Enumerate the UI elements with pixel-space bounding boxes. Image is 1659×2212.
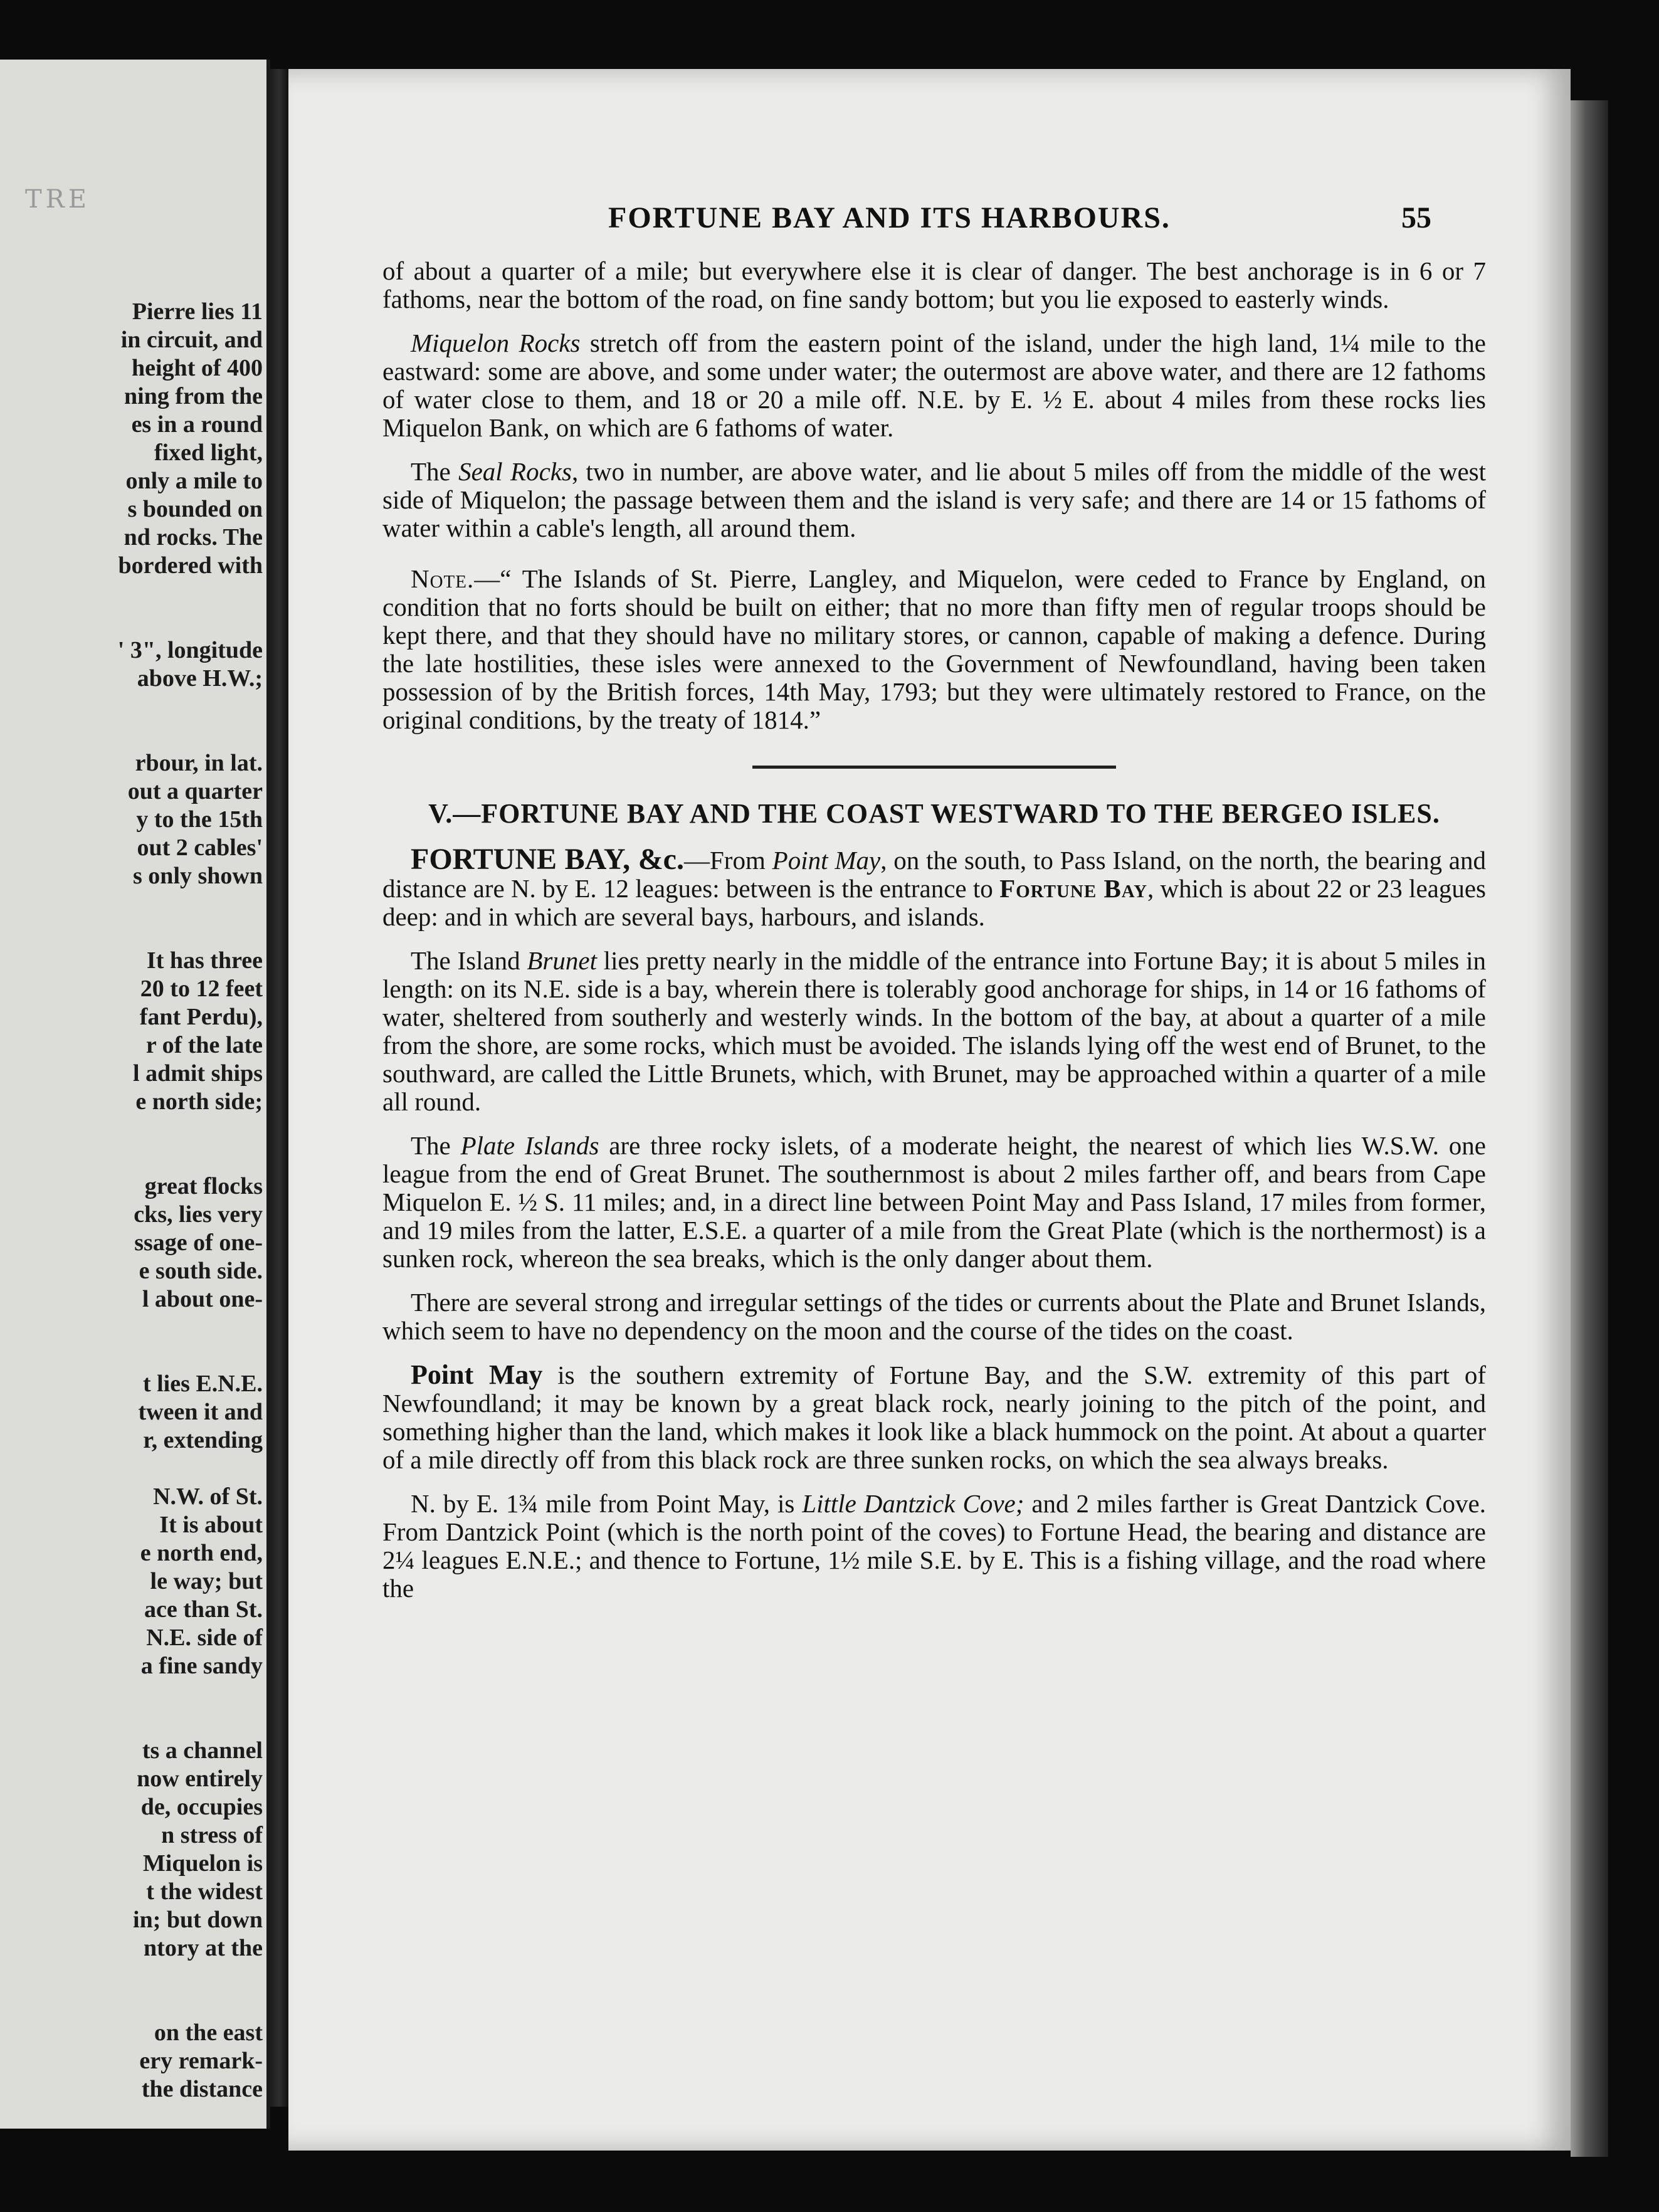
left-page-line: nd rocks. The [124, 524, 263, 550]
left-page-line [118, 580, 263, 608]
paragraph-text: is the southern extremity of Fortune Bay, and the S.W. extremity of this part of Newfoundland; it may be known by a great black rock, nearly joining to the pitch of the point, and something higher than the land, which makes it look like a black hummock on the point. At about a quarter of a mile directly off from this black rock are three sunken rocks, on which the sea always breaks. [382, 1361, 1486, 1474]
left-page-line: e north end, [140, 1540, 263, 1566]
left-page-line: l about one- [142, 1286, 263, 1312]
left-page-line: ts a channel [142, 1737, 263, 1764]
paragraph-text: , two in number, are above water, and lie about 5 miles off from the middle of the west side of Miquelon; the passage between them and the island is very safe; and there are 14 or 15 fathoms of water within a cable's length, all around them. [382, 457, 1487, 542]
left-page-line [118, 890, 263, 919]
left-page-line [118, 1962, 263, 1991]
paragraph-plate-islands [382, 1132, 1486, 1273]
point-may-heading: Point May [411, 1359, 543, 1390]
left-page-line: now entirely [137, 1766, 263, 1792]
paragraph-text: The [411, 457, 459, 486]
left-page-line: above H.W.; [137, 665, 263, 692]
paragraph-text: , which is about 22 or 23 leagues deep: and in which are several bays, harbours, and islands. [382, 874, 1486, 931]
left-page-line: Miquelon is [142, 1850, 263, 1877]
left-page-line [118, 1144, 263, 1172]
page-edge-shadow [1571, 100, 1608, 2157]
left-page-line: ntory at the [144, 1935, 263, 1961]
left-page-line: s only shown [133, 863, 263, 889]
left-page-line: tween it and [138, 1399, 263, 1425]
left-page-line: out a quarter [127, 778, 263, 804]
left-page-line: t the widest [146, 1878, 263, 1905]
paragraph-text: lies pretty nearly in the middle of the entrance into Fortune Bay; it is about 5 miles in length: on its N.E. side is a bay, wherein there is tolerably good anchorage for ships, in 14 or 16 fathoms of water, sheltered from southerly and westerly winds. In the bottom of the bay, at about a quarter of a mile from the shore, are some rocks, which must be avoided. The islands lying off the west end of Brunet, to the southward, are called the Little Brunets, which, with Brunet, may be approached within a quarter of a mile all round. [382, 946, 1486, 1116]
left-page-line: cks, lies very [134, 1201, 263, 1228]
place-seal-rocks: Seal Rocks [458, 457, 572, 486]
left-page-line: height of 400 [132, 355, 263, 381]
left-page-line: fant Perdu), [139, 1004, 263, 1030]
paragraph-text: —From [683, 846, 772, 875]
paragraph-seal-rocks [382, 458, 1486, 542]
paragraph-text: and 2 miles farther is Great Dantzick Cove. From Dantzick Point (which is the north point of the coves) to Fortune Head, the bearing and distance are 2¼ leagues E.N.E.; and thence to Fortune, 1½ mile S.E. by E. This is a fishing village, and the road where the [382, 1489, 1486, 1603]
left-page-line: in circuit, and [120, 327, 263, 353]
left-page-line [118, 1709, 263, 1737]
paragraph-tides: There are several strong and irregular settings of the tides or currents about the Plate and Brunet Islands, which seem to have no dependency on the moon and the course of the tides on the coast. [382, 1288, 1486, 1345]
paragraph-continued: of about a quarter of a mile; but everywhere else it is clear of danger. The best anchorage is in 6 or 7 fathoms, near the bottom of the road, on fine sandy bottom; but you lie exposed to easterly winds. [382, 256, 1486, 313]
place-fortune-bay: Fortune Bay [999, 874, 1148, 903]
left-page-line [118, 721, 263, 749]
place-plate-islands: Plate Islands [460, 1131, 599, 1160]
left-page-line [118, 693, 263, 721]
paragraph-miquelon-rocks [382, 329, 1486, 442]
left-page-line: out 2 cables' [137, 835, 263, 861]
left-page-line: It is about [159, 1512, 263, 1538]
left-page-line: n stress of [161, 1822, 263, 1848]
left-page-line [118, 1116, 263, 1144]
left-page-text [118, 298, 263, 2104]
paragraph-text: , on the south, to Pass Island, on the north, the bearing and distance are N. by E. 12 leagues: between is the entrance to [382, 846, 1486, 903]
left-page-line: s bounded on [127, 496, 263, 522]
left-page-line: e north side; [135, 1088, 263, 1115]
left-page-line: N.W. of St. [153, 1483, 263, 1510]
left-page-line: fixed light, [154, 440, 263, 466]
paragraph-brunet [382, 947, 1486, 1116]
left-page-line: the distance [141, 2076, 263, 2102]
left-page-line [118, 919, 263, 947]
left-page-line: le way; but [150, 1568, 263, 1594]
fortune-bay-heading: FORTUNE BAY, &c. [411, 843, 684, 876]
left-page-line: It has three [146, 947, 263, 974]
running-title: FORTUNE BAY AND ITS HARBOURS. [608, 201, 1171, 234]
section-divider [752, 766, 1116, 769]
book-page [288, 69, 1571, 2151]
left-page-line: Pierre lies 11 [132, 298, 263, 325]
left-running-header: TRE [25, 185, 90, 214]
left-page-line: ace than St. [144, 1596, 263, 1623]
left-page-line: N.E. side of [146, 1625, 263, 1651]
place-brunet: Brunet [527, 946, 597, 975]
left-page-line [118, 608, 263, 636]
left-page-line: de, occupies [140, 1794, 263, 1820]
left-page-line [118, 1455, 263, 1483]
section-heading: V.—FORTUNE BAY AND THE COAST WESTWARD TO THE BERGEO ISLES. [428, 798, 1440, 829]
left-page-line: rbour, in lat. [135, 750, 263, 776]
left-page-line: bordered with [118, 552, 263, 579]
left-page-line: ssage of one- [134, 1230, 263, 1256]
left-page-line [118, 1314, 263, 1342]
note-label: Note. [411, 564, 475, 593]
paragraph-dantzick [382, 1490, 1486, 1603]
page-header [288, 201, 1571, 238]
paragraph-text: N. by E. 1¾ mile from Point May, is [411, 1489, 803, 1518]
left-page-line: es in a round [131, 411, 263, 438]
left-page-line: in; but down [133, 1907, 263, 1933]
note-text: —“ The Islands of St. Pierre, Langley, and Miquelon, were ceded to France by England, on condition that no forts should be built on either; that no more than fifty men of regular troops should be kept there, and that they should have no military stores, or cannon, capable of making a defence. During the late hostilities, these isles were annexed to the Government of Newfoundland, having been taken possession of by the British forces, 14th May, 1793; but they were ultimately restored to France, on the original conditions, by the treaty of 1814.” [382, 564, 1486, 734]
left-page-line: ery remark- [139, 2048, 263, 2074]
facing-page-left [0, 60, 270, 2129]
page-number: 55 [1401, 201, 1431, 234]
left-page-line [118, 1991, 263, 2019]
left-page-line: e south side. [139, 1258, 263, 1284]
left-page-line: y to the 15th [136, 806, 263, 833]
left-page-line: on the east [154, 2020, 263, 2046]
left-page-line: ' 3", longitude [117, 637, 263, 663]
book-spine [270, 69, 288, 2107]
left-page-line: only a mile to [125, 468, 263, 494]
note-paragraph [382, 565, 1486, 734]
left-page-line [118, 1342, 263, 1370]
place-point-may: Point May [772, 846, 881, 875]
paragraph-text: are three rocky islets, of a moderate height, the nearest of which lies W.S.W. one league from the end of Great Brunet. The southernmost is about 2 miles farther off, and bears from Cape Miquelon E. ½ S. 11 miles; and, in a direct line between Point May and Pass Island, 17 miles from former, and 19 miles from the latter, E.S.E. a quarter of a mile from the Great Plate (which is the northermost) is a sunken rock, whereon the sea breaks, which is the only danger about them. [382, 1131, 1487, 1273]
place-miquelon-rocks: Miquelon Rocks [411, 329, 581, 357]
paragraph-text: The [411, 1131, 461, 1160]
paragraph-text: stretch off from the eastern point of the island, under the high land, 1¼ mile to the eastward: some are above, and some under water; the outermost are above water, and there are 12 fathoms of water close to them, and 18 or 20 a mile off. N.E. by E. ½ E. about 4 miles from these rocks lies Miquelon Bank, on which are 6 fathoms of water. [382, 329, 1487, 442]
left-page-line: r of the late [145, 1032, 263, 1058]
left-page-line [118, 1680, 263, 1709]
left-page-line: great flocks [144, 1173, 263, 1199]
left-page-line: l admit ships [133, 1060, 263, 1087]
left-page-line: a fine sandy [140, 1653, 263, 1679]
left-page-line: ning from the [124, 383, 263, 409]
paragraph-text: The Island [411, 946, 527, 975]
place-little-dantzick-cove: Little Dantzick Cove; [802, 1489, 1024, 1518]
left-page-line: r, extending [143, 1427, 263, 1453]
left-page-line: 20 to 12 feet [140, 976, 263, 1002]
paragraph-point-may [382, 1361, 1486, 1474]
page-body [382, 257, 1486, 1618]
left-page-line: t lies E.N.E. [142, 1371, 263, 1397]
paragraph-fortune-bay [382, 845, 1486, 931]
